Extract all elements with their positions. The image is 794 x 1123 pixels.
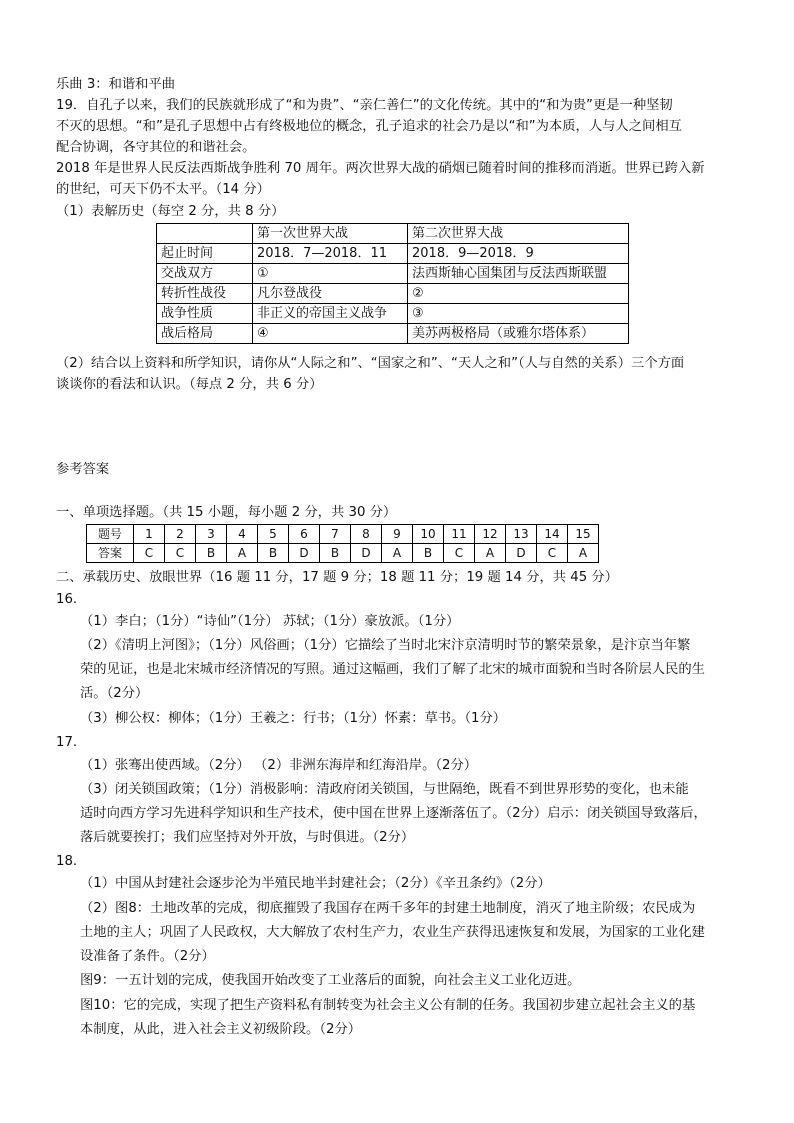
q17-line-3: 适时向西方学习先进科学知识和生产技术，使中国在世界上逐渐落伍了。（2分）启示：闭关锁国导致落后，	[80, 806, 707, 821]
table-cell: 11	[444, 525, 475, 544]
q19-intro-line-4: 2018 年是世界人民反法西斯战争胜利 70 周年。两次世界大战的硝烟已随着时间的推移而消逝。世界已跨入新	[56, 161, 705, 176]
table-cell: 2018．7—2018．11	[253, 244, 408, 264]
table-cell: 6	[289, 525, 320, 544]
q18-line-2: （2）图8：土地改革的完成，彻底摧毁了我国存在两千多年的封建土地制度，消灭了地主阶级；农民成为	[80, 901, 696, 916]
table-cell: 法西斯轴心国集团与反法西斯联盟	[408, 264, 629, 284]
table-cell: 9	[382, 525, 413, 544]
table-cell: 12	[475, 525, 506, 544]
table-cell	[157, 224, 253, 244]
table-cell: 4	[227, 525, 258, 544]
table-cell: B	[196, 544, 227, 563]
table-cell: D	[289, 544, 320, 563]
table-row	[157, 284, 629, 304]
q19-intro-line-3: 配合协调，各守其位的和谐社会。	[56, 140, 256, 155]
table-cell: A	[227, 544, 258, 563]
table-cell: 凡尔登战役	[253, 284, 408, 304]
q17-line-1: （1）张骞出使西域。（2分） （2）非洲东海岸和红海沿岸。（2分）	[80, 758, 478, 773]
table-header-ww2: 第二次世界大战	[408, 224, 629, 244]
answers-section-1: 一、单项选择题。（共 15 小题，每小题 2 分，共 30 分）	[56, 505, 397, 520]
q19-part2-line-1: （2）结合以上资料和所学知识，请你从“人际之和”、“国家之和”、“天人之和”（人与自然的关系）三个方面	[56, 356, 685, 371]
table-cell: 2018．9—2018．9	[408, 244, 629, 264]
table-cell: 美苏两极格局（或雅尔塔体系）	[408, 324, 629, 344]
table-cell: D	[506, 544, 537, 563]
table-cell: 3	[196, 525, 227, 544]
q18-line-4: 设准备了条件。（2分）	[80, 949, 215, 964]
table-header-ww1: 第一次世界大战	[253, 224, 408, 244]
table-cell: 7	[320, 525, 351, 544]
table-cell: 战后格局	[157, 324, 253, 344]
q18-line-7: 本制度，从此，进入社会主义初级阶段。（2分）	[80, 1022, 362, 1037]
table-cell: 15	[568, 525, 599, 544]
q16-number: 16.	[56, 592, 78, 607]
q16-line-4: 活。（2分）	[80, 686, 149, 701]
table-row	[157, 304, 629, 324]
table-cell: 非正义的帝国主义战争	[253, 304, 408, 324]
table-cell: 1	[134, 525, 165, 544]
q19-part2-line-2: 谈谈你的看法和认识。（每点 2 分，共 6 分）	[56, 377, 323, 392]
table-row	[157, 264, 629, 284]
table-cell: 战争性质	[157, 304, 253, 324]
answers-section-2: 二、承载历史、放眼世界（16 题 11 分，17 题 9 分；18 题 11 分；19 题 14 分，共 45 分）	[56, 570, 619, 585]
table-row	[157, 244, 629, 264]
table-cell: A	[382, 544, 413, 563]
answers-title: 参考答案	[56, 462, 110, 477]
table-cell: 2	[165, 525, 196, 544]
table-cell: B	[413, 544, 444, 563]
table-cell: 交战双方	[157, 264, 253, 284]
q18-line-1: （1）中国从封建社会逐步沦为半殖民地半封建社会；（2分）《辛丑条约》（2分）	[80, 876, 551, 891]
war-comparison-table	[156, 223, 629, 344]
q17-number: 17.	[56, 735, 78, 750]
table-cell: C	[165, 544, 196, 563]
table-cell: C	[134, 544, 165, 563]
q18-line-6: 图10：它的完成，实现了把生产资料私有制转变为社会主义公有制的任务。我国初步建立起社会主义的基	[80, 998, 696, 1013]
table-cell: 题号	[87, 525, 134, 544]
table-cell: A	[475, 544, 506, 563]
q19-intro-line-5: 的世纪，可天下仍不太平。（14 分）	[56, 182, 270, 197]
section-title: 乐曲 3：和谐和平曲	[56, 77, 176, 92]
q18-line-5: 图9：一五计划的完成，使我国开始改变了工业落后的面貌，向社会主义工业化迈进。	[80, 973, 581, 988]
q19-intro-line-1: 19．自孔子以来，我们的民族就形成了“和为贵”、“亲仁善仁”的文化传统。其中的“和为贵”更是一种坚韧	[56, 98, 673, 113]
q18-line-3: 土地的主人；巩固了人民政权，大大解放了农村生产力，农业生产获得迅速恢复和发展，为国家的工业化建	[80, 925, 705, 940]
q19-part1-prompt: （1）表解历史（每空 2 分，共 8 分）	[56, 204, 285, 219]
table-row	[157, 224, 629, 244]
answer-key-table	[86, 524, 599, 563]
table-row	[87, 544, 599, 563]
table-cell: ④	[253, 324, 408, 344]
q17-line-4: 落后就要挨打；我们应坚持对外开放，与时俱进。（2分）	[80, 830, 415, 845]
table-cell: 转折性战役	[157, 284, 253, 304]
q16-line-1: （1）李白；（1分）“诗仙”（1分） 苏轼；（1分）豪放派。（1分）	[80, 614, 460, 629]
q17-line-2: （3）闭关锁国政策；（1分）消极影响：清政府闭关锁国，与世隔绝，既看不到世界形势的变化，也未能	[80, 782, 689, 797]
table-cell: 5	[258, 525, 289, 544]
q18-number: 18.	[56, 854, 78, 869]
table-cell: B	[320, 544, 351, 563]
table-cell: 起止时间	[157, 244, 253, 264]
table-cell: ②	[408, 284, 629, 304]
table-cell: C	[444, 544, 475, 563]
q16-line-3: 荣的见证，也是北宋城市经济情况的写照。通过这幅画，我们了解了北宋的城市面貌和当时各阶层人民的生	[80, 662, 705, 677]
table-cell: C	[537, 544, 568, 563]
table-cell: A	[568, 544, 599, 563]
q19-intro-line-2: 不灭的思想。“和”是孔子思想中占有终极地位的概念，孔子追求的社会乃是以“和”为本质，人与人之间相互	[56, 119, 682, 134]
table-cell: ③	[408, 304, 629, 324]
table-row	[87, 525, 599, 544]
table-cell: 14	[537, 525, 568, 544]
table-cell: 答案	[87, 544, 134, 563]
table-row	[157, 324, 629, 344]
table-cell: B	[258, 544, 289, 563]
q16-line-5: （3）柳公权：柳体；（1分）王羲之：行书；（1分）怀素：草书。（1分）	[80, 711, 507, 726]
table-cell: 13	[506, 525, 537, 544]
q16-line-2: （2）《清明上河图》；（1分）风俗画；（1分）它描绘了当时北宋汴京清明时节的繁荣景象，是汴京当年繁	[80, 638, 691, 653]
table-cell: D	[351, 544, 382, 563]
table-cell: 8	[351, 525, 382, 544]
table-cell: ①	[253, 264, 408, 284]
table-cell: 10	[413, 525, 444, 544]
